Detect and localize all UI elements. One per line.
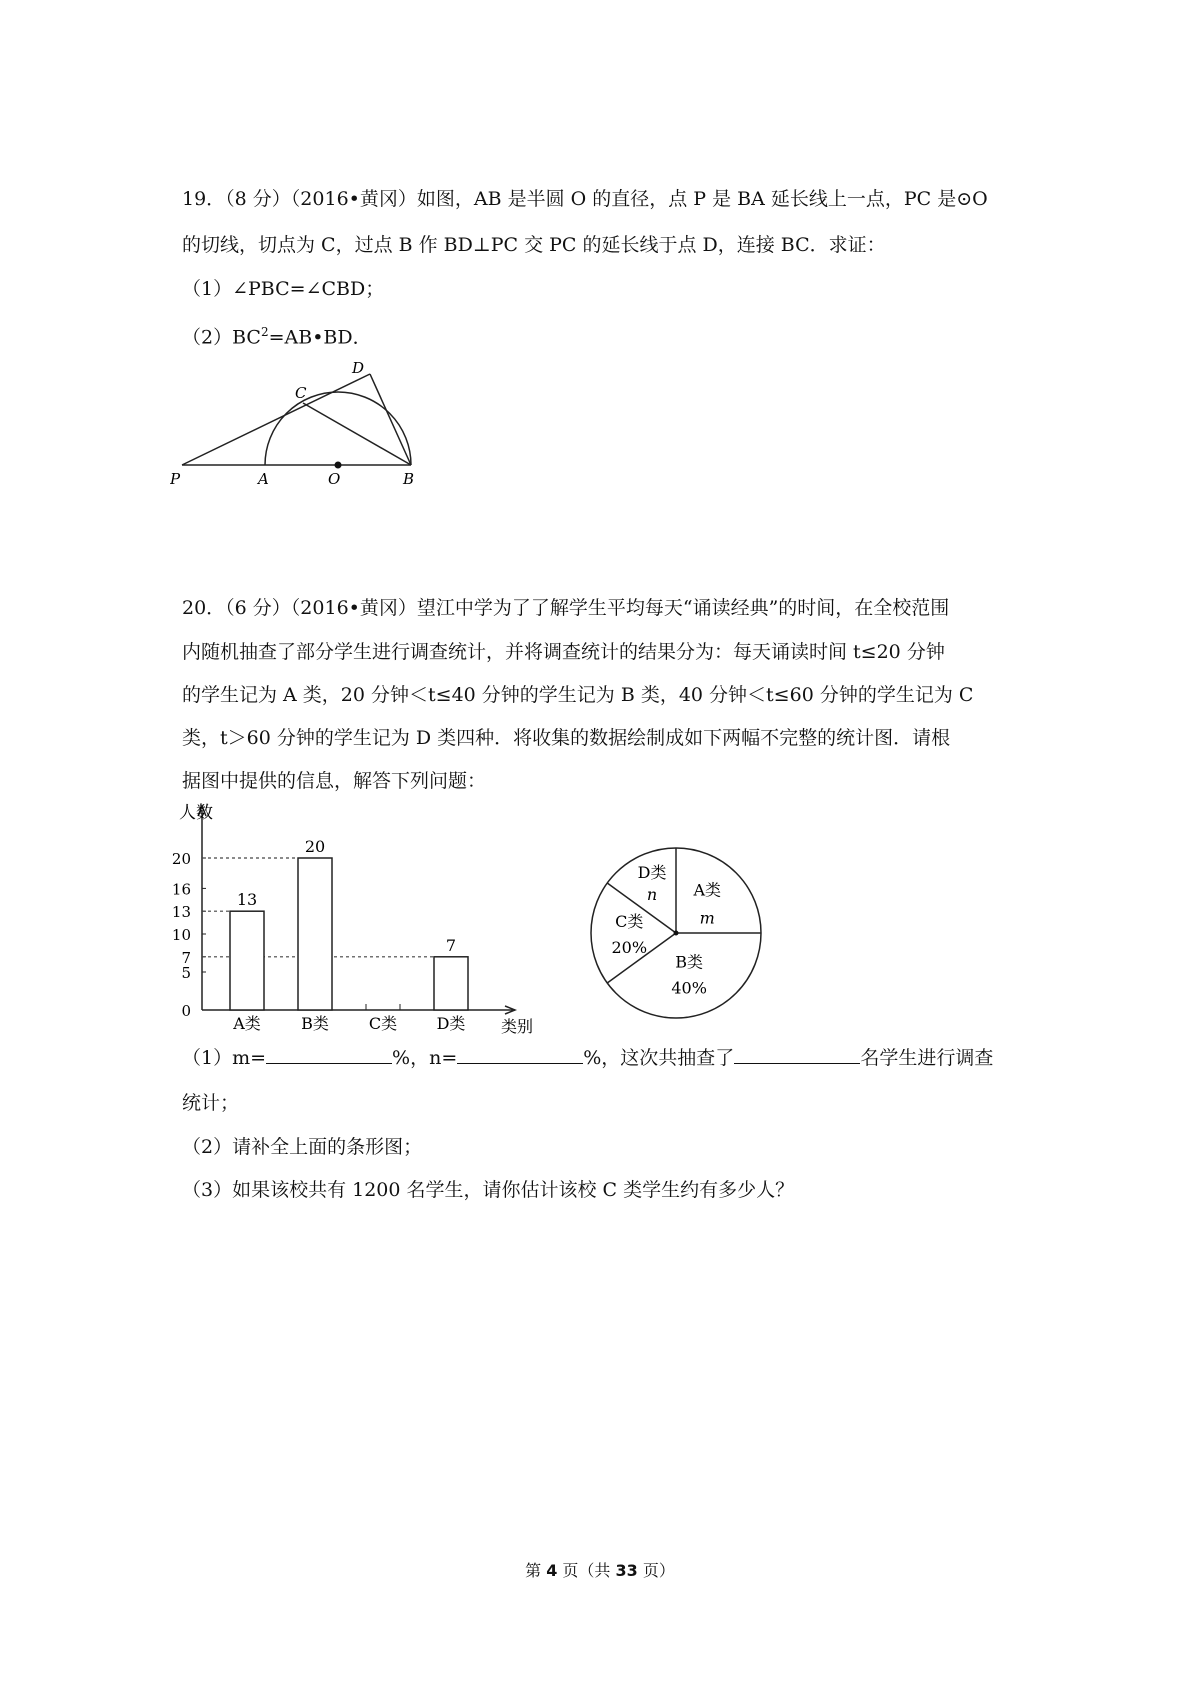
page-number: 4 — [546, 1561, 558, 1580]
q20-line-5: 据图中提供的信息，解答下列问题： — [182, 770, 487, 792]
q20-sub-3: （3）如果该校共有 1200 名学生，请你估计该校 C 类学生约有多少人？ — [182, 1179, 795, 1201]
q20-line-2: 内随机抽查了部分学生进行调查统计，并将调查统计的结果分为：每天诵读时间 t≤20 分钟 — [182, 641, 945, 663]
line-pd — [182, 374, 370, 465]
bar-chart — [165, 800, 565, 1045]
geometry-figure — [170, 360, 440, 495]
label-d: D — [352, 360, 365, 377]
data-label: 20 — [304, 837, 326, 856]
label-b: B — [403, 470, 415, 488]
slice-label: B类 — [675, 952, 704, 972]
data-label: 13 — [236, 890, 258, 910]
bar-A类 — [230, 911, 264, 1010]
slice-label: A类 — [693, 880, 722, 900]
center-point-o — [335, 462, 342, 469]
pie-chart — [590, 835, 800, 1035]
q20-sub-2: （2）请补全上面的条形图； — [182, 1136, 423, 1158]
y-tick-label: 5 — [181, 964, 191, 982]
line-bd — [370, 374, 411, 465]
slice-value: 20% — [611, 938, 648, 957]
label-p: P — [170, 470, 181, 488]
slice-value: n — [646, 885, 658, 905]
slice-value: 40% — [671, 978, 707, 998]
q20-line-4: 类，t＞60 分钟的学生记为 D 类四种．将收集的数据绘制成如下两幅不完整的统计图．请根 — [182, 727, 951, 749]
category-label: D类 — [436, 1014, 466, 1033]
slice-value: m — [699, 908, 715, 928]
q20-sub-1-cont: 统计； — [182, 1092, 240, 1114]
y-tick-label: 13 — [171, 903, 191, 922]
q19-line-2: 的切线，切点为 C，过点 B 作 BD⊥PC 交 PC 的延长线于点 D，连接 BC．求证： — [182, 234, 886, 256]
q20-sub-1: （1）m= %，n= %，这次共抽查了 名学生进行调查 — [182, 1047, 994, 1069]
q19-line-1: 19．（8 分）（2016•黄冈）如图，AB 是半圆 O 的直径，点 P 是 BA 延长线上一点，PC 是⊙O — [182, 188, 988, 210]
q19-part-1: （1）∠PBC=∠CBD； — [182, 278, 385, 300]
label-o: O — [328, 470, 341, 488]
y-tick-label: 20 — [171, 850, 191, 868]
y-axis-label: 人数 — [179, 803, 213, 823]
page-total: 33 — [615, 1561, 638, 1580]
line-bc — [303, 403, 411, 465]
q19-part-2: $(2)BC^2=AB•BD$． — [182, 325, 372, 349]
category-label: C类 — [368, 1014, 398, 1033]
q20-line-1: 20．（6 分）（2016•黄冈）望江中学为了了解学生平均每天“诵读经典”的时间，在全校范围 — [182, 597, 950, 619]
pie-center — [674, 931, 679, 936]
bar-D类 — [434, 957, 468, 1010]
label-c: C — [295, 384, 307, 402]
q20-line-3: 的学生记为 A 类，20 分钟＜t≤40 分钟的学生记为 B 类，40 分钟＜t≤60 分钟的学生记为 C — [182, 684, 974, 706]
category-label: B类 — [301, 1014, 329, 1033]
bar-B类 — [298, 858, 332, 1010]
y-tick-label: 10 — [171, 926, 191, 944]
y-tick-label: 16 — [171, 880, 191, 899]
slice-label: C类 — [615, 912, 644, 931]
answer-blank-total[interactable] — [734, 1045, 860, 1064]
x-axis-label: 类别 — [501, 1017, 534, 1036]
slice-label: D类 — [637, 863, 667, 883]
y-tick-label: 7 — [181, 948, 191, 967]
answer-blank-m[interactable] — [266, 1045, 392, 1064]
data-label: 7 — [445, 935, 457, 955]
answer-blank-n[interactable] — [457, 1045, 583, 1064]
label-a: A — [258, 470, 269, 488]
y-tick-label: 0 — [181, 1002, 191, 1020]
semicircle-arc — [265, 392, 411, 465]
category-label: A类 — [233, 1014, 261, 1033]
page-footer: 第 4 页（共 33 页） — [525, 1561, 675, 1580]
